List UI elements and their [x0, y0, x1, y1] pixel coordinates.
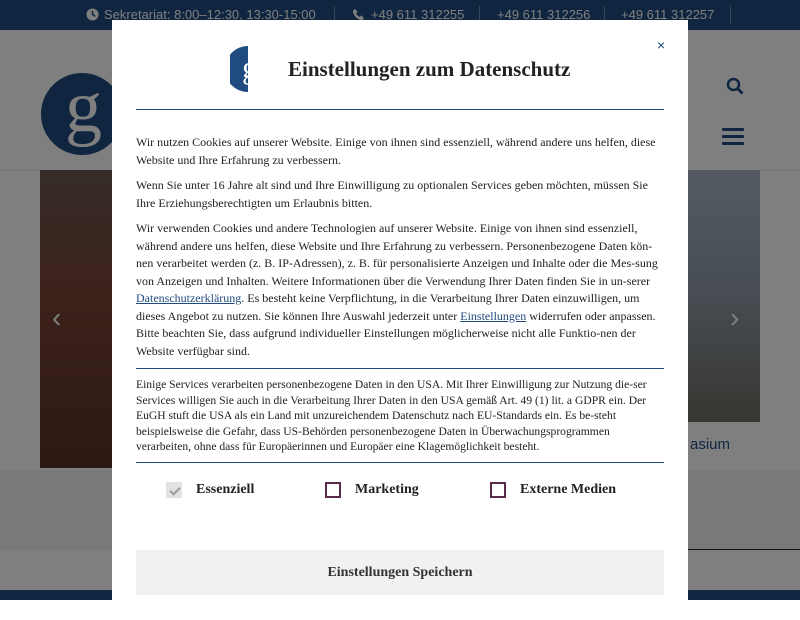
- cookie-description-text: Wir verwenden Cookies und andere Technologien auf unserer Website. Einige von ihnen sind essenziell, während andere uns helfen, diese Website und Ihre Erfahrung zu verbessern. Personenbezogene Daten kön-nen verarbeitet werden (z. B. IP-Adressen), z. B. für personalisierte Anzeigen und Inhalte oder die Mes-sung von Anzeigen und Inhalten. Weitere Informationen über die Verwendung Ihrer Daten finden Sie in un-serer Datenschutzerklärung. Es besteht keine Verpflichtung, in die Verarbeitung Ihrer Daten einzuwilligen, um dieses Angebot zu nutzen. Sie können Ihre Auswahl jederzeit unter Einstellungen widerrufen oder anpassen. Bitte beachten Sie, dass aufgrund individueller Einstellungen möglicherweise nicht alle Funktio-nen der Website verfügbar sind.: [136, 221, 658, 358]
- marketing-checkbox[interactable]: [325, 482, 341, 498]
- svg-text:g: g: [242, 49, 258, 85]
- external-media-checkbox[interactable]: [490, 482, 506, 498]
- close-button[interactable]: ×: [657, 37, 666, 53]
- dialog-title: Einstellungen zum Datenschutz: [288, 57, 571, 81]
- option-label: Externe Medien: [520, 482, 617, 497]
- option-label: Essenziell: [196, 482, 255, 497]
- essential-checkbox[interactable]: [166, 482, 182, 498]
- option-essential[interactable]: [166, 482, 254, 498]
- option-marketing[interactable]: [325, 482, 419, 498]
- divider: [136, 462, 664, 463]
- privacy-policy-link[interactable]: Datenschutzerklärung: [136, 291, 242, 305]
- option-label: Marketing: [355, 482, 419, 497]
- privacy-settings-dialog: [112, 20, 688, 620]
- us-data-notice-text: Einige Services verarbeiten personenbezogene Daten in den USA. Mit Ihrer Einwilligung zur Nutzung die-ser Services willigen Sie auch in die Verarbeitung Ihrer Daten in den USA gemäß Art. 49 (1) lit. a GDPR ein. Der EuGH stuft die USA als ein Land mit unzureichendem Datenschutz nach EU-Standards ein. Es be-steht beispielsweise die Gefahr, dass US-Behörden personenbezogene Daten in Überwachungsprogrammen verarbeiten, ohne dass für Europäerinnen und Europäer eine Klagemöglichkeit besteht.: [136, 378, 647, 453]
- age-notice-text: Wenn Sie unter 16 Jahre alt sind und Ihre Einwilligung zu optionalen Services geben möchten, müssen Sie Ihre Erziehungsberechtigten um Erlaubnis bitten.: [136, 178, 648, 210]
- divider: [136, 109, 664, 110]
- logo-icon: [230, 45, 266, 93]
- settings-link[interactable]: Einstellungen: [460, 308, 527, 323]
- option-external-media[interactable]: [490, 482, 616, 498]
- save-settings-button[interactable]: Einstellungen Speichern: [136, 550, 664, 595]
- intro-text: Wir nutzen Cookies auf unserer Website. Einige von ihnen sind essenziell, während andere uns helfen, diese Website und Ihre Erfahrung zu verbessern.: [136, 135, 656, 167]
- divider: [136, 368, 664, 369]
